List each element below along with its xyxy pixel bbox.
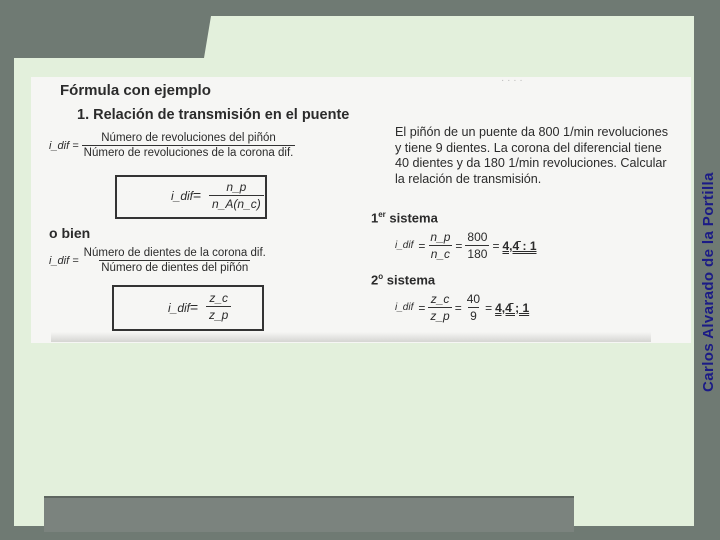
scanned-page [31, 77, 691, 343]
formula-teeth [49, 247, 268, 274]
boxed-numerator: z_c [209, 291, 229, 305]
bleed-through-text: · · · · [501, 77, 523, 86]
boxed-symbol: i_dif [171, 189, 194, 203]
formula-symbol: i_dif = [49, 254, 79, 267]
eq-symbol: i_dif [395, 240, 414, 251]
boxed-fraction [206, 291, 231, 322]
eq-symbol: i_dif [395, 302, 414, 313]
boxed-equals: = [190, 299, 199, 315]
boxed-fraction [209, 180, 264, 211]
connector-text: o bien [49, 225, 91, 241]
section-title: Fórmula con ejemplo [60, 82, 211, 99]
problem-statement: El piñón de un puente da 800 1/min revoluciones y tiene 9 dientes. La corona del diferencial tiene 40 dientes y da 180 1/min revoluciones. Calcular la relación de transmisión. [395, 125, 669, 186]
formula-revolutions [49, 132, 295, 159]
eq-symbolic-fraction: $\frac{z\_c}{z\_p}$ [430, 292, 450, 323]
eq-result: 4,4̄ : 1 [502, 238, 537, 253]
formula-numerator: Número de revoluciones del piñón [101, 132, 276, 144]
system-1-label: 1er sistema [371, 210, 438, 226]
formula-numerator: Número de dientes de la corona dif. [83, 247, 266, 259]
formula-denominator: Número de dientes del piñón [101, 262, 249, 274]
boxed-formula-revolutions [115, 175, 267, 219]
system-1-equation: i_dif = $\frac{n\_p}{n\_c}$ = $\frac{800}{180}$ = 4,4̄ : 1 [395, 230, 537, 261]
boxed-equals: = [193, 187, 202, 203]
eq-numeric-fraction: $\frac{800}{180}$ [467, 230, 488, 261]
boxed-formula-teeth [112, 285, 264, 331]
eq-result: 4,4̄ ; 1 [495, 300, 530, 315]
bottom-band [44, 496, 574, 532]
boxed-numerator: n_p [226, 180, 247, 194]
side-caption: Carlos Alvarado de la Portilla [700, 172, 717, 392]
boxed-denominator: n_A(n_c) [209, 195, 264, 211]
eq-numeric-fraction: $\frac{40}{9}$ [466, 292, 481, 323]
system-2-equation: i_dif = $\frac{z\_c}{z\_p}$ = $\frac{40}{9}$ = 4,4̄ ; 1 [395, 292, 530, 323]
eq-symbolic-fraction: $\frac{n\_p}{n\_c}$ [430, 230, 451, 261]
boxed-symbol: i_dif [168, 301, 191, 315]
formula-symbol: i_dif = [49, 139, 79, 152]
section-subtitle: 1. Relación de transmisión en el puente [77, 107, 350, 123]
formula-denominator: Número de revoluciones de la corona dif. [83, 147, 294, 159]
scan-fade [51, 332, 651, 342]
system-2-label: 2$^o$ sistema [371, 272, 436, 288]
boxed-denominator: z_p [206, 306, 231, 322]
